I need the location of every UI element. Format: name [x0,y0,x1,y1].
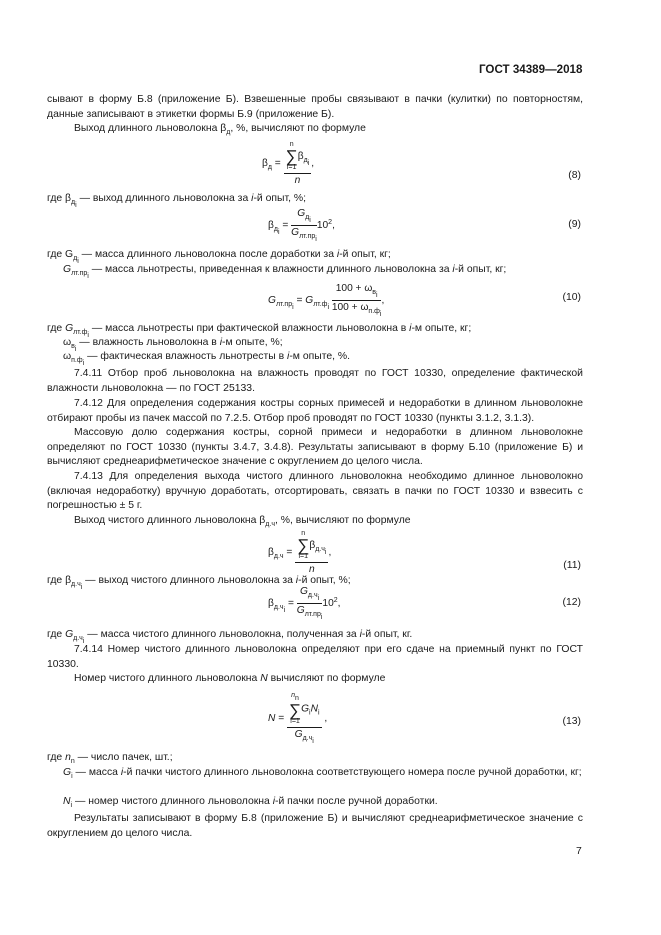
formula-10: $G_{лт.пр_i} = G_{лт.ф_i}$ $\frac{100 + \omega_{в_i}}{100 + \omega_{п.ф_i}}$ , [268,283,385,318]
formula-number-12: (12) [562,597,581,608]
paragraph-yield-intro: Выход длинного льноволокна $\beta_д$, %, вычисляют по формуле [74,123,366,136]
formula-number-13: (13) [562,716,581,727]
formula-number-9: (9) [568,219,581,230]
definition-beta-d: где $\beta_{д_i}$ — выход длинного льноволокна за i-й опыт, %; [47,193,306,209]
formula-9: $\beta_{д_i}$ = $\frac{G_{д_i}}{G_{лт.пр_i}}$ $10^2$, [268,208,335,243]
definition-g-d: где $G_{д_i}$ — масса длинного льноволокна после доработки за i-й опыт, кг; [47,249,391,265]
formula-12: $\beta_{д.ч_i}$ = $\frac{G_{д.ч_i}}{G_{лт.пр_i}}$ $10^2$, [268,586,341,621]
paragraph-7-4-13: 7.4.13 Для определения выхода чистого длинного льноволокна необходимо длинное льноволокно (включая недоработку) вручную доработать, отсортировать, связать в пачки по ГОСТ 10330 и взвесить с погрешностью ± 5 г. [47,471,583,512]
definition-beta-dch: где $\beta_{д.ч_i}$ — выход чистого длинного льноволокна за i-й опыт, %; [47,575,351,591]
paragraph-7-4-11: 7.4.11 Отбор проб льноволокна на влажность проводят по ГОСТ 10330, определение фактической влажности льноволокна — по ГОСТ 25133. [47,368,583,394]
paragraph-mass-share: Массовую долю содержания костры, сорной примеси и недоработки в длинном льноволокне определяют по ГОСТ 10330 (пункты 3.4.7, 3.4.8). Результаты записывают в форму Б.10 (приложение Б) и вычисляют среднеарифметическое значение с округлением до целого числа. [47,427,583,468]
definition-g-ltf: где $G_{лт.ф_i}$ — масса льнотресты при фактической влажности льноволокна в i-м опыте, кг; [47,323,472,339]
definition-g-ltpr: $G_{лт.пр_i}$ — масса льнотресты, приведенная к влажности длинного льноволокна за i-й опыт, кг; [63,264,507,280]
formula-number-10: (10) [562,292,581,303]
paragraph-7-4-12: 7.4.12 Для определения содержания костры сорных примесей и недоработки в длинном льноволокне отбирают пробы из пачек массой по 7.2.5. Отбор проб проводят по ГОСТ 10330 (пункты 3.1.2, 3.1.3). [47,398,583,424]
definition-n-packs: где $n_n$ — число пачек, шт.; [47,752,173,765]
paragraph-continuation: сывают в форму Б.8 (приложение Б). Взвешенные пробы связывают в пачки (кулитки) по повторностям, данные записывают в этикетки формы Б.9 (приложение Б). [47,94,583,120]
formula-8: $\beta_д$ = n ∑ i=1 $\beta_{д_i}$ n , [262,141,315,186]
paragraph-results: Результаты записывают в форму Б.8 (приложение Б) и вычисляют среднеарифметическое значение с округлением до целого числа. [47,813,583,839]
page-number: 7 [576,846,582,857]
paragraph-number-intro: Номер чистого длинного льноволокна N вычисляют по формуле [74,673,386,684]
formula-number-11: (11) [563,560,581,571]
definition-n-i: $N_i$ — номер чистого длинного льноволокна i-й пачки после ручной доработки. [63,796,438,809]
formula-number-8: (8) [568,170,581,181]
paragraph-clean-yield-intro: Выход чистого длинного льноволокна $\beta_{д.ч}$, %, вычисляют по формуле [74,515,411,528]
definition-g-i: $G_i$ — масса i-й пачки чистого длинного льноволокна соответствующего номера после ручной доработки, кг; [63,767,582,780]
formula-11: $\beta_{д.ч}$ = n ∑ i=1 $\beta_{д.ч_i}$ n , [268,530,332,575]
formula-13: N = $n_n$ ∑ i=1 $G_iN_i$ $G_{д.ч_i}$ , [268,692,328,745]
paragraph-7-4-14: 7.4.14 Номер чистого длинного льноволокна определяют при его сдаче на приемный пункт по ГОСТ 10330. [47,644,583,670]
definition-omega-v: $\omega_{в_i}$ — влажность льноволокна в i-м опыте, %; [63,337,283,353]
definition-omega-pf: $\omega_{п.ф_i}$ — фактическая влажность льнотресты в i-м опыте, %. [63,351,351,367]
document-header: ГОСТ 34389—2018 [479,63,583,76]
definition-g-dch: где $G_{д.ч_i}$ — масса чистого длинного льноволокна, полученная за i-й опыт, кг. [47,629,413,645]
